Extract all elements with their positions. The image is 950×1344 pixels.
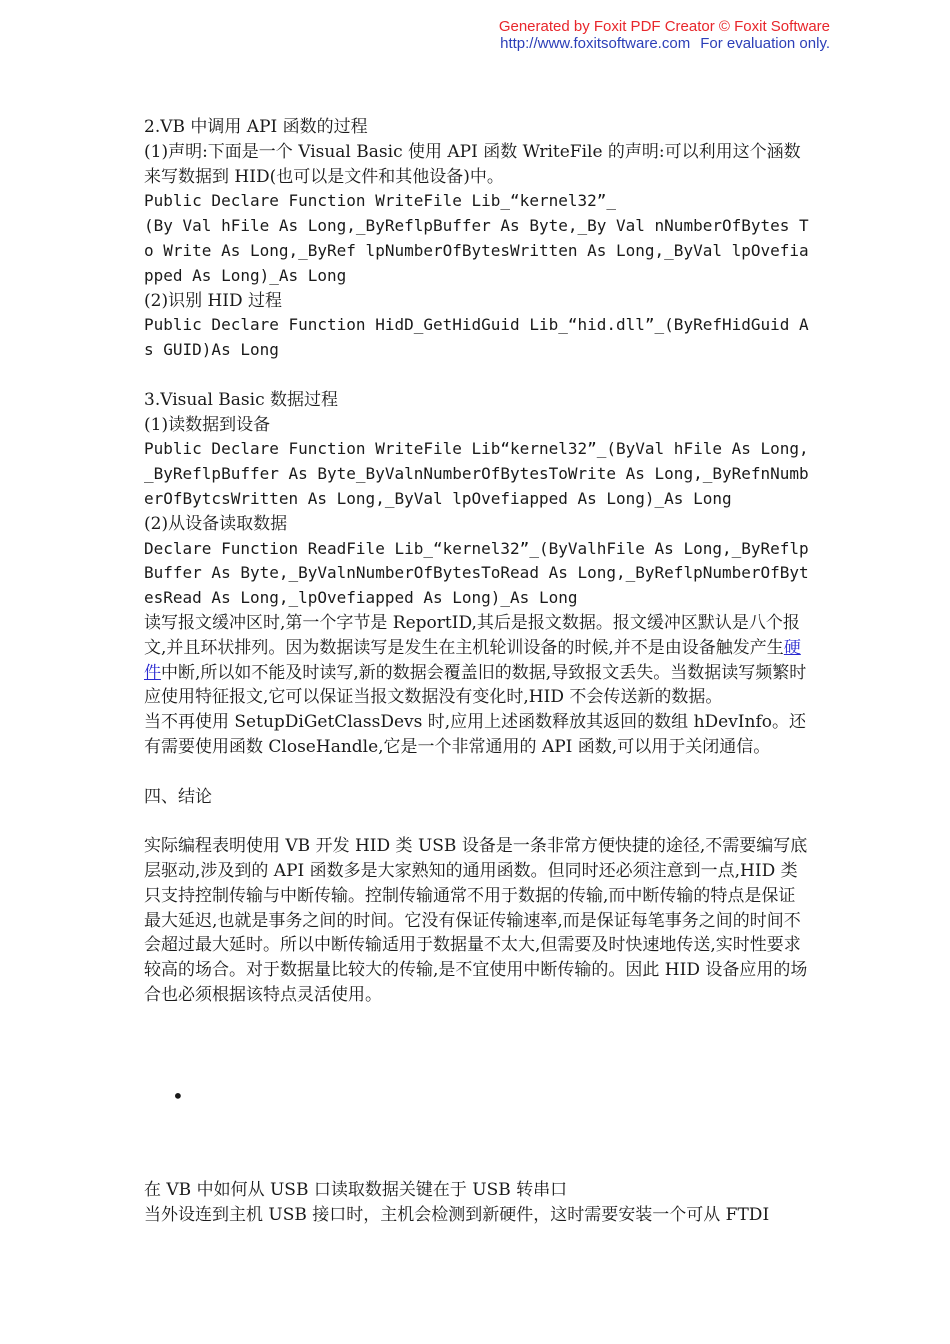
section-2-title: 2.VB 中调用 API 函数的过程 <box>144 117 368 137</box>
code-readfile-declare: Declare Function ReadFile Lib_“kernel32”_(ByValhFile As Long,_ByReflpBuffer As Byte,_ByValnNumberOfBytesToRead As Long,_ByReflpNumberOfBytesRead As Long,_lpOvefiapped As Long)_As Long <box>144 538 809 608</box>
spacer <box>144 809 810 834</box>
document-tail <box>144 1178 810 1228</box>
code-writefile-declare-params: (By Val hFile As Long,_ByReflpBuffer As Byte,_By Val nNumberOfBytes To Write As Long,_ByRef lpNumberOfBytesWritten As Long,_ByVal lpOvefiapped As Long)_As Long <box>144 216 809 285</box>
spacer <box>144 760 810 785</box>
code-writefile-declare-line1: Public Declare Function WriteFile Lib_“kernel32”_ <box>144 191 617 211</box>
paragraph-report-buffer-part2: 中断,所以如不能及时读写,新的数据会覆盖旧的数据,导致报文丢失。当数据读写频繁时应使用特征报文,它可以保证当报文数据没有变化时,HID 不会传送新的数据。 <box>144 662 807 708</box>
section-2-identify-hid: (2)识别 HID 过程 <box>144 290 283 311</box>
code-writefile-declare-2: Public Declare Function WriteFile Lib“kernel32”_(ByVal hFile As Long,_ByReflpBuffer As Byte_ByValnNumberOfBytesToWrite As Long,_ByRefnNumberOfBytcsWritten As Long,_ByVal lpOvefiapped As Long)_As Long <box>144 439 809 508</box>
section-4-title: 四、结论 <box>144 786 212 807</box>
usb-serial-heading: 在 VB 中如何从 USB 口读取数据关键在于 USB 转串口 <box>144 1180 568 1200</box>
spacer <box>144 363 810 388</box>
bullet-point: • <box>172 1084 184 1108</box>
foxit-watermark <box>499 18 830 52</box>
section-2-declaration-text: (1)声明:下面是一个 Visual Basic 使用 API 函数 WriteFile 的声明:可以利用这个涵数来写数据到 HID(也可以是文件和其他设备)中。 <box>144 141 801 187</box>
section-3-read-device: (2)从设备读取数据 <box>144 513 288 534</box>
paragraph-report-buffer <box>144 611 810 710</box>
watermark-evaluation-note: For evaluation only. <box>700 35 830 52</box>
paragraph-report-buffer-part1: 读写报文缓冲区时,第一个字节是 ReportID,其后是报文数据。报文缓冲区默认是八个报文,并且环状排列。因为数据读写是发生在主机轮训设备的时候,并不是由设备触发产生 <box>144 612 800 658</box>
watermark-second-line <box>499 35 830 52</box>
section-3-title: 3.Visual Basic 数据过程 <box>144 389 338 410</box>
document-body <box>144 115 810 1008</box>
section-3-write-device: (1)读数据到设备 <box>144 414 271 435</box>
watermark-url-link[interactable]: http://www.foxitsoftware.com <box>500 35 691 52</box>
paragraph-setupdi-cleanup: 当不再使用 SetupDiGetClassDevs 时,应用上述函数释放其返回的数组 hDevInfo。还有需要使用函数 CloseHandle,它是一个非常通用的 API 函数,可以用于关闭通信。 <box>144 712 807 757</box>
paragraph-conclusion: 实际编程表明使用 VB 开发 HID 类 USB 设备是一条非常方便快捷的途径,不需要编写底层驱动,涉及到的 API 函数多是大家熟知的通用函数。但同时还必须注意到一点,HID 类只支持控制传输与中断传输。控制传输通常不用于数据的传输,而中断传输的特点是保证最大延迟,也就是事务之间的时间。它没有保证传输速率,而是保证每笔事务之间的时间不会超过最大延时。所以中断传输适用于数据量不太大,但需要及时快速地传送,实时性要求较高的场合。对于数据量比较大的传输,是不宜使用中断传输的。因此 HID 设备应用的场合也必须根据该特点灵活使用。 <box>144 836 808 1005</box>
hardware-link[interactable]: 硬件 <box>144 637 801 683</box>
usb-serial-text: 当外设连到主机 USB 接口时，主机会检测到新硬件，这时需要安装一个可从 FTDI <box>144 1204 770 1225</box>
watermark-generated-by: Generated by Foxit PDF Creator © Foxit Software <box>498 18 830 35</box>
code-hidguid-declare: Public Declare Function HidD_GetHidGuid Lib_“hid.dll”_(ByRefHidGuid As GUID)As Long <box>144 315 809 360</box>
